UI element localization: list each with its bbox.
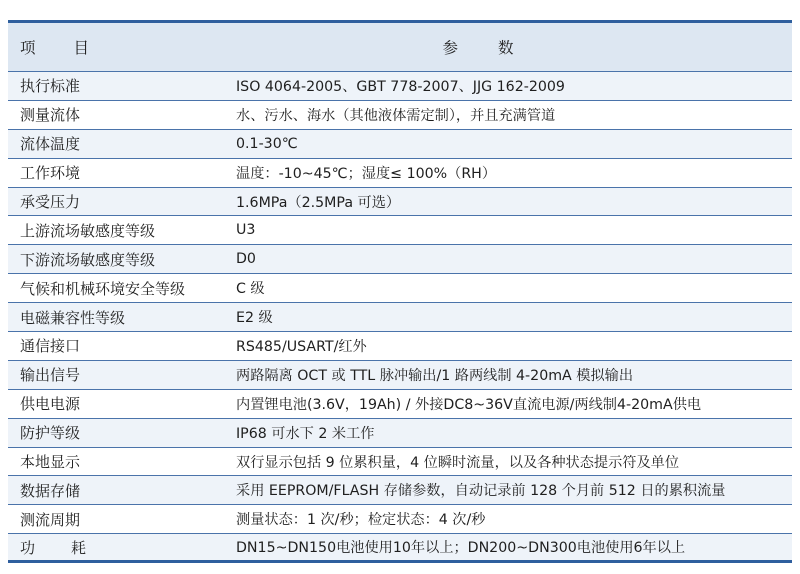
row-item: 气候和机械环境安全等级: [20, 279, 186, 298]
row-value: DN15~DN150电池使用10年以上；DN200~DN300电池使用6年以上: [236, 540, 686, 557]
row-item: 测量流体: [20, 106, 81, 125]
row-value: 双行显示包括 9 位累积量，4 位瞬时流量，以及各种状态提示符及单位: [236, 454, 680, 471]
table-row: [8, 303, 792, 332]
table-header: [8, 23, 792, 71]
row-value: E2 级: [236, 310, 273, 327]
table-row: [8, 130, 792, 159]
row-item: 执行标准: [20, 77, 81, 96]
table-row: [8, 332, 792, 361]
row-value: 采用 EEPROM/FLASH 存储参数，自动记录前 128 个月前 512 日的累积流量: [236, 483, 726, 500]
row-value: D0: [236, 251, 256, 268]
table-row: [8, 419, 792, 448]
row-value: C 级: [236, 281, 265, 298]
row-value: 两路隔离 OCT 或 TTL 脉冲输出/1 路两线制 4-20mA 模拟输出: [236, 367, 634, 384]
row-item: 供电电源: [20, 395, 81, 414]
table-row: [8, 188, 792, 217]
table-row: [8, 245, 792, 274]
row-value: RS485/USART/红外: [236, 338, 367, 355]
row-item: 本地显示: [20, 453, 81, 472]
table-row: [8, 101, 792, 130]
row-value: IP68 可水下 2 米工作: [236, 425, 375, 442]
row-item: 电磁兼容性等级: [20, 308, 126, 327]
row-item: 防护等级: [20, 424, 81, 443]
row-value: 温度：-10~45℃；湿度≤ 100%（RH）: [236, 165, 497, 182]
table-row: [8, 72, 792, 101]
row-item: 通信接口: [20, 337, 81, 356]
table-row: [8, 274, 792, 303]
row-item: 工作环境: [20, 164, 81, 183]
header-param: 参数: [442, 39, 554, 57]
row-item: 流体温度: [20, 135, 81, 154]
table-body: [8, 71, 792, 563]
table-row: [8, 159, 792, 188]
table-row: [8, 534, 792, 563]
row-value: 水、污水、海水（其他液体需定制），并且充满管道: [236, 107, 556, 124]
table-row: [8, 361, 792, 390]
table-row: [8, 448, 792, 477]
spec-table: [8, 20, 792, 563]
row-item: 测流周期: [20, 510, 81, 529]
row-value: ISO 4064-2005、GBT 778-2007、JJG 162-2009: [236, 78, 565, 95]
table-row: [8, 216, 792, 245]
row-item: 数据存储: [20, 481, 81, 500]
row-item: 上游流场敏感度等级: [20, 221, 156, 240]
row-item: 功耗: [20, 538, 123, 557]
table-row: [8, 505, 792, 534]
row-item: 输出信号: [20, 366, 81, 385]
table-row: [8, 390, 792, 419]
row-value: 0.1-30℃: [236, 135, 298, 152]
row-value: 1.6MPa（2.5MPa 可选）: [236, 194, 401, 211]
row-item: 下游流场敏感度等级: [20, 250, 156, 269]
table-row: [8, 476, 792, 505]
row-value: 内置锂电池(3.6V，19Ah) / 外接DC8~36V直流电源/两线制4-20mA供电: [236, 396, 702, 413]
row-value: U3: [236, 222, 256, 239]
row-value: 测量状态：1 次/秒；检定状态：4 次/秒: [236, 512, 486, 529]
row-item: 承受压力: [20, 193, 81, 211]
header-item: 项目: [20, 39, 128, 57]
